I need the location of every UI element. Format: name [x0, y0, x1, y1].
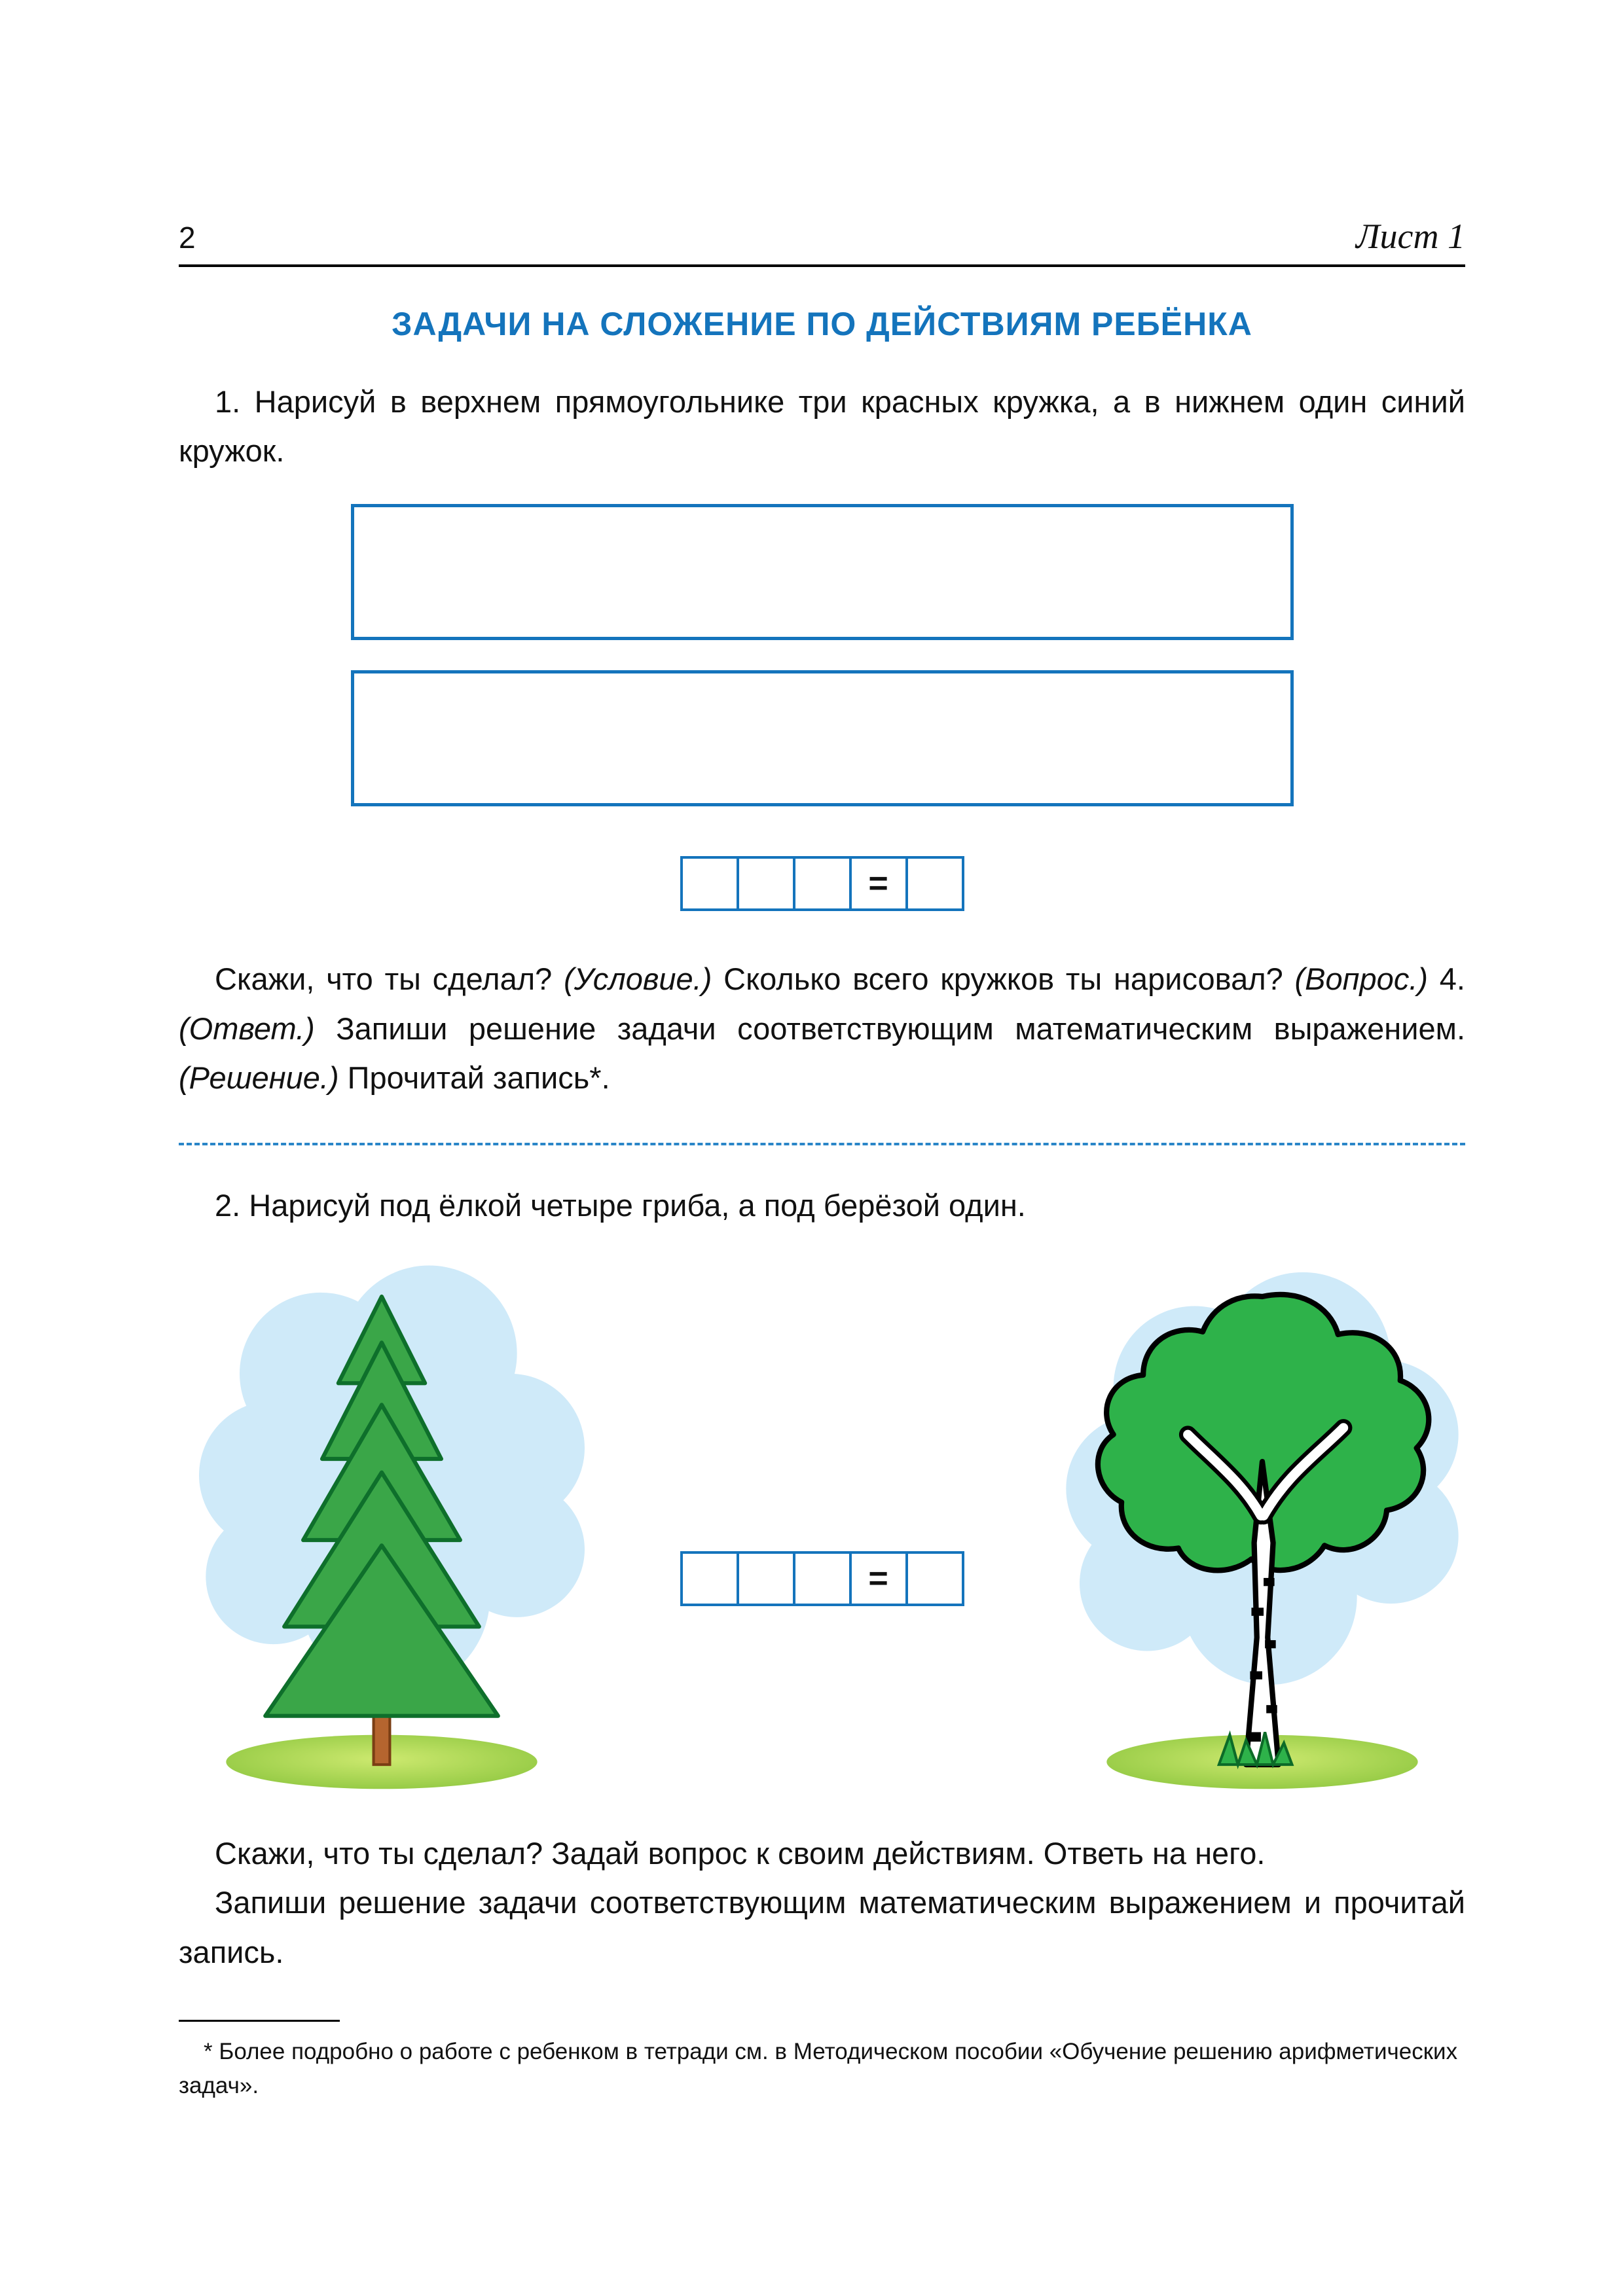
equals-cell: =	[849, 1551, 908, 1606]
footnote-text: * Более подробно о работе с ребенком в тетради см. в Методическом пособии «Обучение решению арифметических задач».	[179, 2038, 1458, 2099]
note-text: Запиши решение задачи соответствующим математическим выражением.	[314, 1011, 1465, 1046]
equation-cell[interactable]	[905, 1551, 964, 1606]
solution-label: (Решение.)	[179, 1060, 339, 1095]
task1-statement: 1. Нарисуй в верхнем прямоугольнике три красных кружка, а в нижнем один синий кружок.	[179, 384, 1465, 469]
equation-cell[interactable]	[737, 856, 795, 911]
task2-note-2: Запиши решение задачи соответствующим математическим выражением и прочитай запись.	[179, 1885, 1465, 1969]
drawing-box-bottom[interactable]	[351, 670, 1294, 806]
equation-cell[interactable]	[793, 856, 852, 911]
drawing-box-top[interactable]	[351, 504, 1294, 640]
equation-cell[interactable]	[680, 1551, 739, 1606]
birch-tree-icon	[1059, 1259, 1465, 1800]
note-text: Прочитай запись*.	[338, 1060, 610, 1095]
task2-statement: 2. Нарисуй под ёлкой четыре гриба, а под берёзой один.	[215, 1187, 1026, 1223]
note-text: Сколько всего кружков ты нарисовал?	[712, 961, 1295, 997]
equals-cell: =	[849, 856, 908, 911]
spruce-tree-icon	[179, 1259, 585, 1800]
equation-strip-1	[680, 856, 964, 911]
section-divider	[179, 1143, 1465, 1145]
equation-cell[interactable]	[905, 856, 964, 911]
equation-cell[interactable]	[737, 1551, 795, 1606]
task1-note	[179, 954, 1465, 1102]
page-header	[179, 216, 1465, 257]
header-rule	[179, 264, 1465, 267]
task2-note-1: Скажи, что ты сделал? Задай вопрос к своим действиям. Ответь на него.	[215, 1836, 1266, 1871]
note-text: 4.	[1428, 961, 1465, 997]
question-label: (Вопрос.)	[1294, 961, 1429, 997]
footnote-rule	[179, 2020, 340, 2022]
page-number: 2	[179, 221, 196, 255]
condition-label: (Условие.)	[564, 961, 712, 997]
illustration-row	[179, 1259, 1465, 1800]
sheet-label: Лист 1	[1355, 217, 1465, 256]
answer-label: (Ответ.)	[179, 1011, 315, 1046]
equation-cell[interactable]	[680, 856, 739, 911]
page-title: ЗАДАЧИ НА СЛОЖЕНИЕ ПО ДЕЙСТВИЯМ РЕБЁНКА	[392, 306, 1252, 342]
equation-cell[interactable]	[793, 1551, 852, 1606]
note-text: Скажи, что ты сделал?	[215, 961, 564, 997]
equation-strip-2	[680, 1551, 964, 1606]
